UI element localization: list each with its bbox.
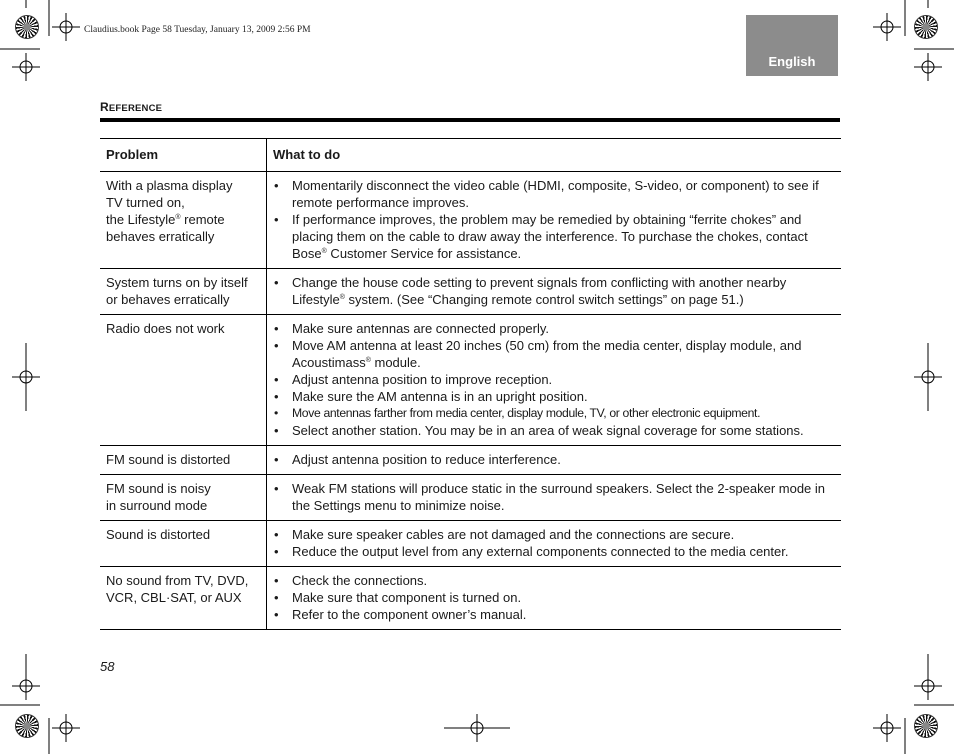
solution-cell — [267, 567, 842, 630]
registration-mark-icon — [52, 714, 80, 742]
table-row — [100, 269, 841, 315]
table-row — [100, 475, 841, 521]
table-header-row — [100, 139, 841, 172]
solution-item: • Make sure antennas are connected properly. — [273, 320, 839, 337]
section-rule — [100, 118, 840, 122]
column-header-problem: Problem — [100, 139, 267, 172]
registration-mark-icon — [12, 53, 40, 81]
solution-item: • Move AM antenna at least 20 inches (50 cm) from the media center, display module, and Acoustimass® module. — [273, 337, 839, 371]
registration-mark-icon — [873, 13, 901, 41]
problem-cell: Sound is distorted — [100, 521, 267, 567]
registration-mark-icon — [12, 672, 40, 700]
solution-item: • Adjust antenna position to improve reception. — [273, 371, 839, 388]
solution-item: • Weak FM stations will produce static in the surround speakers. Select the 2-speaker mode in the Settings menu to minimize noise. — [273, 480, 839, 514]
section-title-rest: EFERENCE — [108, 103, 163, 114]
solution-item: • Adjust antenna position to reduce interference. — [273, 451, 839, 468]
registration-mark-icon — [873, 714, 901, 742]
section-title-initial: R — [100, 100, 109, 114]
solution-cell — [267, 475, 842, 521]
problem-cell: No sound from TV, DVD, VCR, CBL·SAT, or AUX — [100, 567, 267, 630]
table-row — [100, 446, 841, 475]
solution-item: • Make sure speaker cables are not damaged and the connections are secure. — [273, 526, 839, 543]
solution-item: • Make sure the AM antenna is in an upright position. — [273, 388, 839, 405]
language-tab — [746, 15, 838, 76]
problem-cell: With a plasma display TV turned on, the Lifestyle® remote behaves erratically — [100, 172, 267, 269]
problem-cell: FM sound is distorted — [100, 446, 267, 475]
table-row — [100, 567, 841, 630]
registration-mark-icon — [914, 672, 942, 700]
solution-cell — [267, 172, 842, 269]
problem-cell: System turns on by itself or behaves erratically — [100, 269, 267, 315]
solution-cell — [267, 446, 842, 475]
registration-mark-icon — [52, 13, 80, 41]
section-title — [100, 100, 162, 114]
table-row — [100, 521, 841, 567]
solution-cell — [267, 315, 842, 446]
solution-cell — [267, 521, 842, 567]
solution-item: • Momentarily disconnect the video cable (HDMI, composite, S-video, or component) to see if remote performance improves. — [273, 177, 839, 211]
solution-item: • Reduce the output level from any external components connected to the media center. — [273, 543, 839, 560]
table-row — [100, 172, 841, 269]
solution-item: • Make sure that component is turned on. — [273, 589, 839, 606]
solution-item: • If performance improves, the problem may be remedied by obtaining “ferrite chokes” and placing them on the cable to draw away the interference. To purchase the chokes, contact Bose® Customer Service for assistance. — [273, 211, 839, 262]
problem-cell: Radio does not work — [100, 315, 267, 446]
language-tab-label: English — [768, 54, 816, 69]
print-header-note: Claudius.book Page 58 Tuesday, January 13, 2009 2:56 PM — [84, 25, 311, 35]
solution-cell — [267, 269, 842, 315]
solution-item: • Change the house code setting to prevent signals from conflicting with another nearby Lifestyle® system. (See “Changing remote control switch settings” on page 51.) — [273, 274, 839, 308]
solution-item: • Check the connections. — [273, 572, 839, 589]
solution-item: • Refer to the component owner’s manual. — [273, 606, 839, 623]
troubleshooting-table — [100, 138, 841, 630]
column-header-what-to-do: What to do — [267, 139, 842, 172]
table-row — [100, 315, 841, 446]
page-number: 58 — [100, 659, 115, 674]
registration-mark-icon — [914, 53, 942, 81]
problem-cell: FM sound is noisy in surround mode — [100, 475, 267, 521]
solution-item: • Move antennas farther from media center, display module, TV, or other electronic equipment. — [273, 405, 839, 422]
solution-item: • Select another station. You may be in an area of weak signal coverage for some stations. — [273, 422, 839, 439]
